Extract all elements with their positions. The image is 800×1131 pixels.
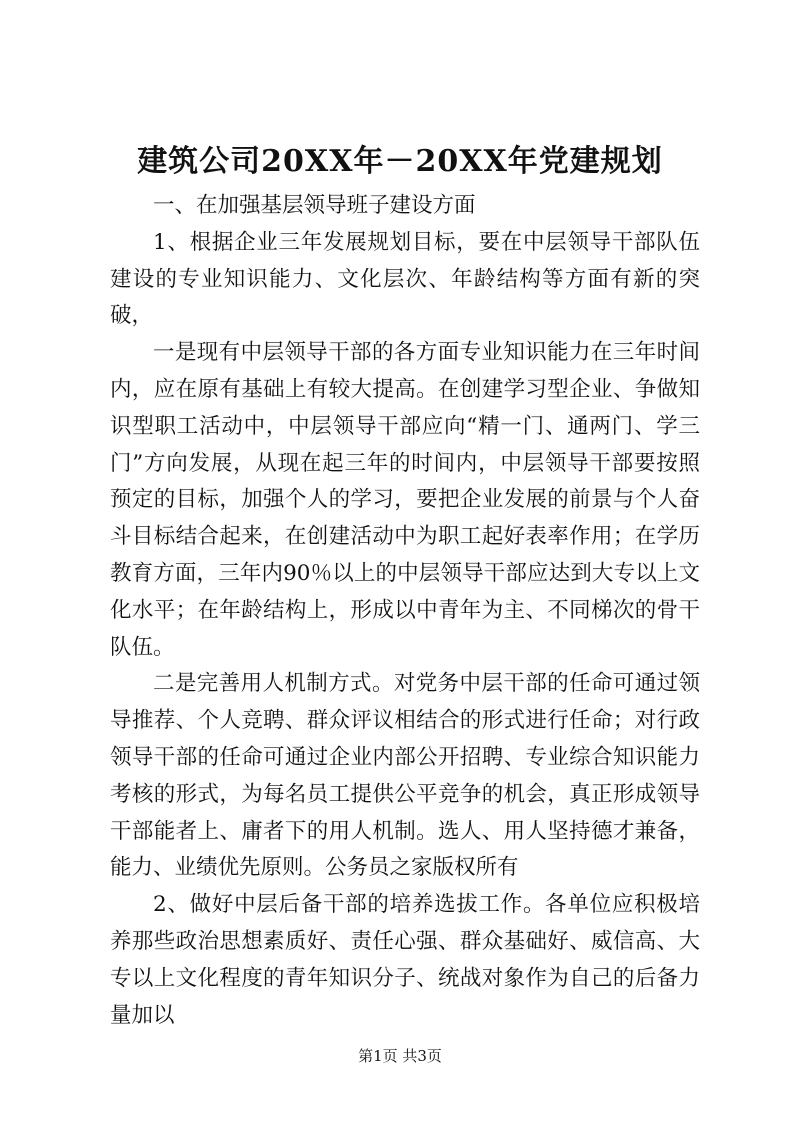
- paragraph-3: 二是完善用人机制方式。对党务中层干部的任命可通过领导推荐、个人竞聘、群众评议相结合的形式进行任命；对行政领导干部的任命可通过企业内部公开招聘、专业综合知识能力考核的形式，为每名员工提供公平竞争的机会，真正形成领导干部能者上、庸者下的用人机制。选人、用人坚持德才兼备，能力、业绩优先原则。公务员之家版权所有: [110, 671, 700, 881]
- paragraph-2: 一是现有中层领导干部的各方面专业知识能力在三年时间内，应在原有基础上有较大提高。在创建学习型企业、争做知识型职工活动中，中层领导干部应向“精一门、通两门、学三门”方向发展，从现在起三年的时间内，中层领导干部要按照预定的目标，加强个人的学习，要把企业发展的前景与个人奋斗目标结合起来，在创建活动中为职工起好表率作用；在学历教育方面，三年内90％以上的中层领导干部应达到大专以上文化水平；在年龄结构上，形成以中青年为主、不同梯次的骨干队伍。: [110, 340, 700, 660]
- page-number-footer: 第1页 共3页: [358, 1047, 442, 1065]
- document-title: 建筑公司20XX年－20XX年党建规划: [137, 144, 663, 179]
- document-body: [110, 188, 700, 1034]
- section-heading: 一、在加强基层领导班子建设方面: [153, 193, 476, 218]
- paragraph-1: 1、根据企业三年发展规划目标，要在中层领导干部队伍建设的专业知识能力、文化层次、年龄结构等方面有新的突破，: [110, 229, 700, 329]
- paragraph-4: 2、做好中层后备干部的培养选拔工作。各单位应积极培养那些政治思想素质好、责任心强、群众基础好、威信高、大专以上文化程度的青年知识分子、统战对象作为自己的后备力量加以: [110, 892, 700, 1028]
